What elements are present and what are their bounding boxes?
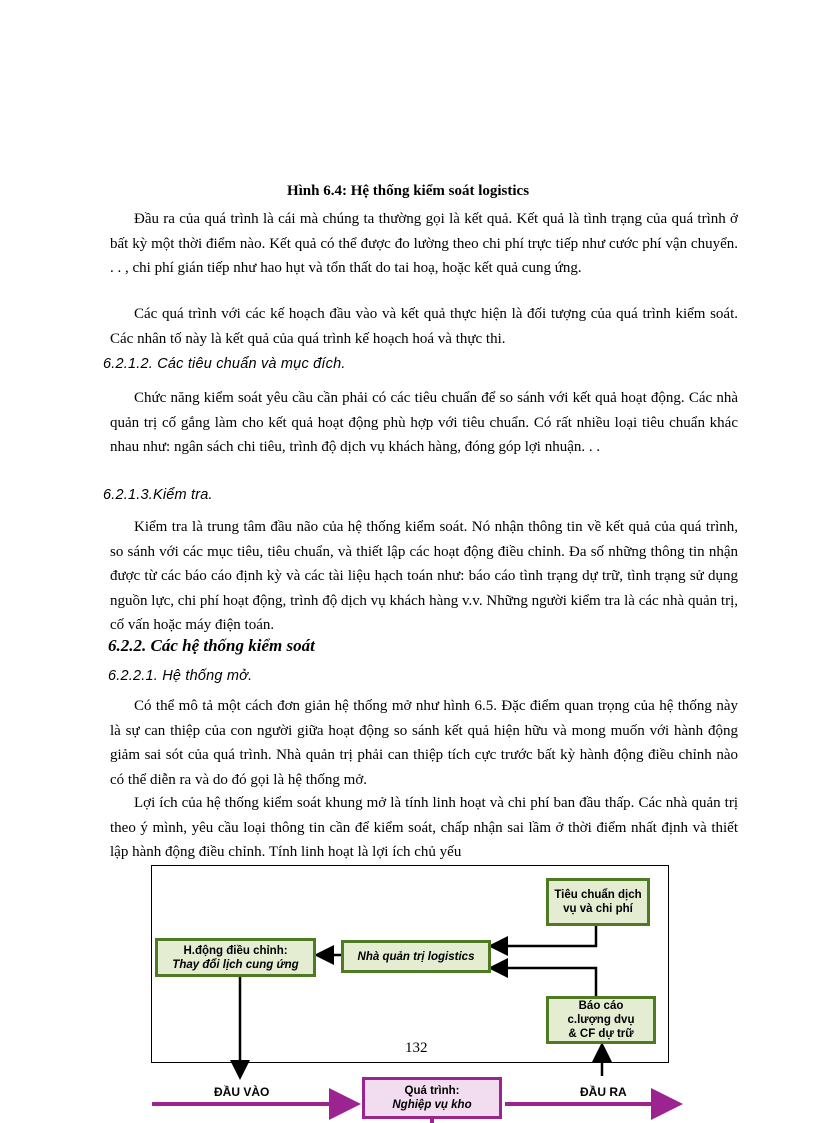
- heading-6-2-2: 6.2.2. Các hệ thống kiểm soát: [108, 636, 315, 655]
- adjust-line-1: H.động điều chỉnh:: [183, 944, 288, 957]
- process-line-1: Quá trình:: [404, 1085, 460, 1097]
- arrow-standards-manager: [493, 926, 596, 946]
- report-line-2: c.lượng dvụ: [567, 1014, 635, 1026]
- adjust-line-2: Thay đổi lịch cung ứng: [172, 958, 299, 971]
- output-label: ĐẦU RA: [580, 1085, 627, 1099]
- paragraph-output: Đầu ra của quá trình là cái mà chúng ta thường gọi là kết quả. Kết quả là tình trạng của quá trình ở bất kỳ một thời điểm nào. Kết quả có thể được đo lường theo chi phí trực tiếp như cước phí vận chuyển. . . , chi phí gián tiếp như hao hụt và tổn thất do tai hoạ, hoặc kết quả cung ứng.: [110, 211, 738, 276]
- paragraph-process: Các quá trình với các kế hoạch đầu vào và kết quả thực hiện là đối tượng của quá trình kiểm soát. Các nhân tố này là kết quả của quá trình kế hoạch hoá và thực thi.: [110, 306, 738, 347]
- figure-caption: Hình 6.4: Hệ thống kiểm soát logistics: [286, 183, 530, 199]
- paragraph-inspection: Kiểm tra là trung tâm đầu não của hệ thống kiểm soát. Nó nhận thông tin về kết quả của quá trình, so sánh với các mục tiêu, tiêu chuẩn, và thiết lập các hoạt động điều chỉnh. Đa số những thông tin nhận được từ các báo cáo định kỳ và các tài liệu hạch toán như: báo cáo tình trạng dự trữ, tình trạng sử dụng nguồn lực, chi phí hoạt động, trình độ dịch vụ khách hàng v.v. Những người kiểm tra là các nhà quản trị, cố vấn hoặc máy điện toán.: [110, 519, 738, 633]
- manager-label: Nhà quản trị logistics: [357, 950, 475, 963]
- report-line-3: & CF dự trữ: [568, 1028, 634, 1040]
- heading-6-2-1-3: 6.2.1.3.Kiểm tra.: [103, 487, 213, 503]
- page-number: 132: [405, 1040, 428, 1056]
- standards-box: [546, 878, 650, 926]
- manager-box: [341, 940, 491, 973]
- standards-line-2: vụ và chi phí: [563, 903, 633, 915]
- arrow-report-manager: [493, 968, 596, 996]
- heading-6-2-1-2: 6.2.1.2. Các tiêu chuẩn và mục đích.: [103, 356, 346, 372]
- paragraph-open-system: Có thể mô tả một cách đơn giản hệ thống mở như hình 6.5. Đặc điểm quan trọng của hệ thống này là sự can thiệp của con người giữa hoạt động so sánh kết quả hiện hữu và mong muốn với hành động giảm sai sót của quá trình. Nhà quản trị phải can thiệp tích cực trước bất kỳ hành động điều chỉnh nào có thể diễn ra và do đó gọi là hệ thống mở.: [110, 698, 738, 788]
- paragraph-standards: Chức năng kiểm soát yêu cầu cần phải có các tiêu chuẩn để so sánh với kết quả hoạt động. Các nhà quản trị cố gắng làm cho kết quả hoạt động phù hợp với tiêu chuẩn. Có rất nhiều loại tiêu chuẩn khác nhau như: ngân sách chi tiêu, trình độ dịch vụ khách hàng, đóng góp lợi nhuận. . .: [110, 390, 738, 455]
- report-box: [546, 996, 656, 1044]
- process-line-2: Nghiệp vụ kho: [392, 1099, 472, 1111]
- heading-6-2-2-1: 6.2.2.1. Hệ thống mở.: [108, 668, 253, 684]
- input-label: ĐẦU VÀO: [214, 1085, 270, 1099]
- process-box: [362, 1077, 502, 1119]
- standards-line-1: Tiêu chuẩn dịch: [554, 889, 642, 901]
- adjust-box: [155, 938, 316, 977]
- report-line-1: Báo cáo: [578, 1000, 624, 1012]
- paragraph-open-benefits: Lợi ích của hệ thống kiểm soát khung mở là tính linh hoạt và chi phí ban đầu thấp. Các nhà quản trị theo ý mình, yêu cầu loại thông tin cần để kiểm soát, chấp nhận sai lầm ở thời điểm nhất định và thiết lập hành động điều chỉnh. Tính linh hoạt là lợi ích chủ yếu: [110, 795, 738, 860]
